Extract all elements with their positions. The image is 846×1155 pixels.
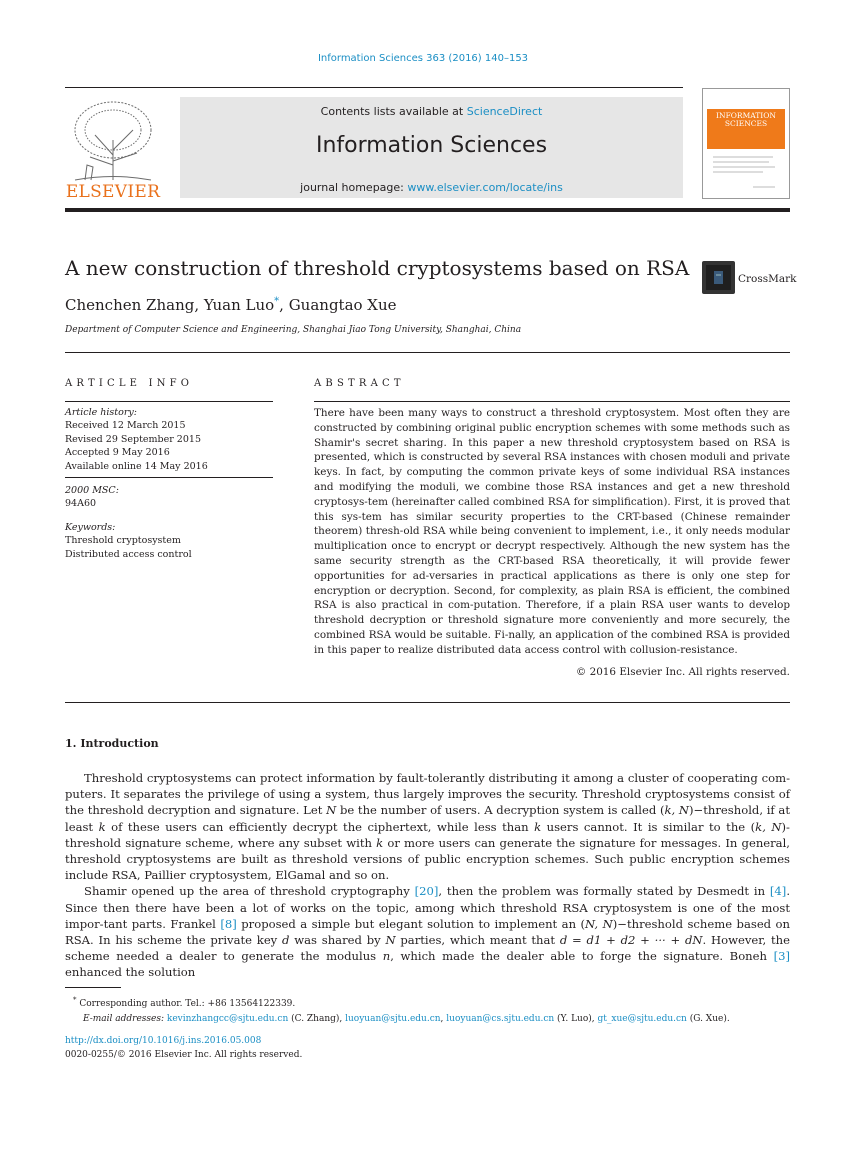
citation-link[interactable]: [8] bbox=[220, 916, 237, 931]
divider bbox=[65, 401, 273, 402]
issn-line: 0020-0255/© 2016 Elsevier Inc. All rights reserved. bbox=[65, 1050, 303, 1060]
divider bbox=[65, 477, 273, 478]
history-revised: Revised 29 September 2015 bbox=[65, 433, 201, 445]
cover-text-lines bbox=[713, 153, 779, 193]
citation-link[interactable]: [20] bbox=[414, 884, 439, 899]
divider bbox=[65, 352, 790, 353]
crossmark-icon bbox=[702, 261, 735, 294]
corresponding-footnote: * Corresponding author. Tel.: +86 13564122339. bbox=[73, 996, 296, 1009]
abstract-text: There have been many ways to construct a threshold cryptosystem. Most often they are constructed by combining original public encryption schemes with some methods such as Shamir's secret sharing. In this paper a new threshold cryptosystem based on RSA is presented, which is constructed by several RSA instances with chosen moduli and private keys. In fact, by computing the common private keys of some individual RSA instances and modifying the moduli, we combine those RSA instances and get a new threshold cryptosys-tem (hereinafter called combined RSA for simplification). First, it is proved that this sys-tem has similar security properties to the CRT-based (Chinese remainder theorem) thresh-old RSA while being convenient to implement, i.e., it only needs modular multiplication once to encrypt or decrypt respectively. Although the new system has the same security strength as the CRT-based RSA theoretically, it will provide fewer opportunities for ad-versaries in practical applications as there is only one step for encryption or decryption. Second, for complexity, as plain RSA is efficient, the combined RSA is also practical in com-putation. Therefore, if a plain RSA user wants to develop threshold decryption or threshold signature more conveniently and more securely, the combined RSA would be suitable. Fi-nally, an application of the combined RSA is provided in this paper to realize distributed data access control with collusion-resistance. bbox=[314, 407, 790, 656]
msc-label: 2000 MSC: bbox=[65, 485, 119, 497]
equation: d = d1 + d2 + ··· + dN bbox=[559, 933, 703, 948]
journal-banner bbox=[180, 97, 683, 198]
doi-link[interactable]: http://dx.doi.org/10.1016/j.ins.2016.05.008 bbox=[65, 1036, 262, 1046]
email-link[interactable]: luoyuan@sjtu.edu.cn bbox=[345, 1013, 441, 1024]
email-link[interactable]: luoyuan@cs.sjtu.edu.cn bbox=[446, 1013, 555, 1024]
section-heading: 1. Introduction bbox=[65, 737, 159, 750]
keywords-label: Keywords: bbox=[65, 521, 116, 533]
journal-cover-thumbnail[interactable] bbox=[702, 88, 790, 199]
cover-orange-band bbox=[707, 109, 785, 149]
crossmark-label: CrossMark bbox=[738, 273, 797, 285]
email-link[interactable]: gt_xue@sjtu.edu.cn bbox=[597, 1013, 687, 1024]
abstract-heading: ABSTRACT bbox=[314, 378, 405, 389]
divider bbox=[65, 702, 790, 703]
journal-title: Information Sciences bbox=[315, 133, 548, 158]
contents-line bbox=[180, 105, 683, 118]
citation-link[interactable]: [4] bbox=[769, 884, 787, 899]
homepage-prefix: journal homepage: bbox=[300, 181, 408, 194]
msc-code: 94A60 bbox=[65, 498, 97, 510]
contents-prefix: Contents lists available at bbox=[320, 105, 467, 118]
doi-block bbox=[65, 1034, 302, 1062]
footnotes bbox=[65, 993, 790, 1026]
history-label: Article history: bbox=[65, 407, 137, 418]
keyword: Threshold cryptosystem bbox=[65, 535, 181, 547]
header-bottom-rule bbox=[65, 208, 790, 212]
article-info bbox=[65, 406, 273, 561]
keyword: Distributed access control bbox=[65, 548, 192, 560]
paragraph: Shamir opened up the area of threshold cryptography [20], then the problem was formally stated by Desmedt in [4]. Since then there have been a lot of works on the topic, among which threshold RSA cryptosystem is one of the most impor-tant parts. Frankel [8] proposed a simple but elegant solution to implement an (N, N)−threshold scheme based on RSA. In his scheme the private key d was shared by N parties, which meant that d = d1 + d2 + ··· + dN. However, the scheme needed a dealer to generate the modulus n, which made the dealer able to forge the signature. Boneh [3] enhanced the solution bbox=[65, 884, 791, 980]
email-footnote: E-mail addresses: kevinzhangcc@sjtu.edu.cn (C. Zhang), luoyuan@sjtu.edu.cn, luoyuan@cs.sjtu.edu.cn (Y. Luo), gt_xue@sjtu.edu.cn (G. Xue). bbox=[83, 1013, 730, 1024]
authors-last: , Guangtao Xue bbox=[279, 296, 397, 314]
history-received: Received 12 March 2015 bbox=[65, 420, 186, 432]
article-title: A new construction of threshold cryptosystems based on RSA bbox=[65, 256, 690, 280]
sciencedirect-link[interactable]: ScienceDirect bbox=[466, 105, 543, 118]
introduction-body bbox=[65, 770, 790, 981]
paragraph: Threshold cryptosystems can protect information by fault-tolerantly distributing it among a cluster of cooperating com-puters. It separates the privilege of using a system, thus largely improves the security. Threshold cryptosystems consist of the threshold decryption and signature. Let N be the number of users. A decryption system is called (k, N)−threshold, if at least k of these users can efficiently decrypt the ciphertext, while less than k users cannot. It is similar to the (k, N)-threshold signature scheme, where any subset with k or more users can generate the signature for messages. In general, threshold cryptosystems are built as threshold versions of public encryption schemes. Such public encryption schemes include RSA, Paillier cryptosystem, ElGamal and so on. bbox=[65, 771, 790, 883]
divider bbox=[314, 401, 790, 402]
abstract-copyright: © 2016 Elsevier Inc. All rights reserved. bbox=[575, 666, 790, 678]
cover-title: INFORMATION SCIENCES bbox=[716, 111, 776, 128]
authors-first: Chenchen Zhang, Yuan Luo bbox=[65, 296, 275, 314]
article-info-heading: ARTICLE INFO bbox=[65, 378, 194, 389]
crossmark-badge[interactable] bbox=[702, 261, 797, 295]
header-top-rule bbox=[65, 87, 683, 88]
history-accepted: Accepted 9 May 2016 bbox=[65, 447, 170, 459]
elsevier-wordmark: ELSEVIER bbox=[65, 182, 161, 202]
affiliation: Department of Computer Science and Engineering, Shanghai Jiao Tong University, Shanghai, China bbox=[65, 325, 522, 335]
corresponding-author-mark[interactable]: * bbox=[274, 296, 280, 307]
footnote-rule bbox=[65, 987, 121, 988]
history-online: Available online 14 May 2016 bbox=[65, 460, 208, 472]
homepage-link[interactable]: www.elsevier.com/locate/ins bbox=[407, 181, 563, 194]
journal-header bbox=[65, 87, 790, 212]
author-list bbox=[65, 296, 397, 314]
homepage-line bbox=[180, 181, 683, 194]
citation-link[interactable]: [3] bbox=[773, 949, 791, 964]
journal-citation[interactable]: Information Sciences 363 (2016) 140–153 bbox=[317, 53, 529, 64]
email-link[interactable]: kevinzhangcc@sjtu.edu.cn bbox=[166, 1013, 289, 1024]
